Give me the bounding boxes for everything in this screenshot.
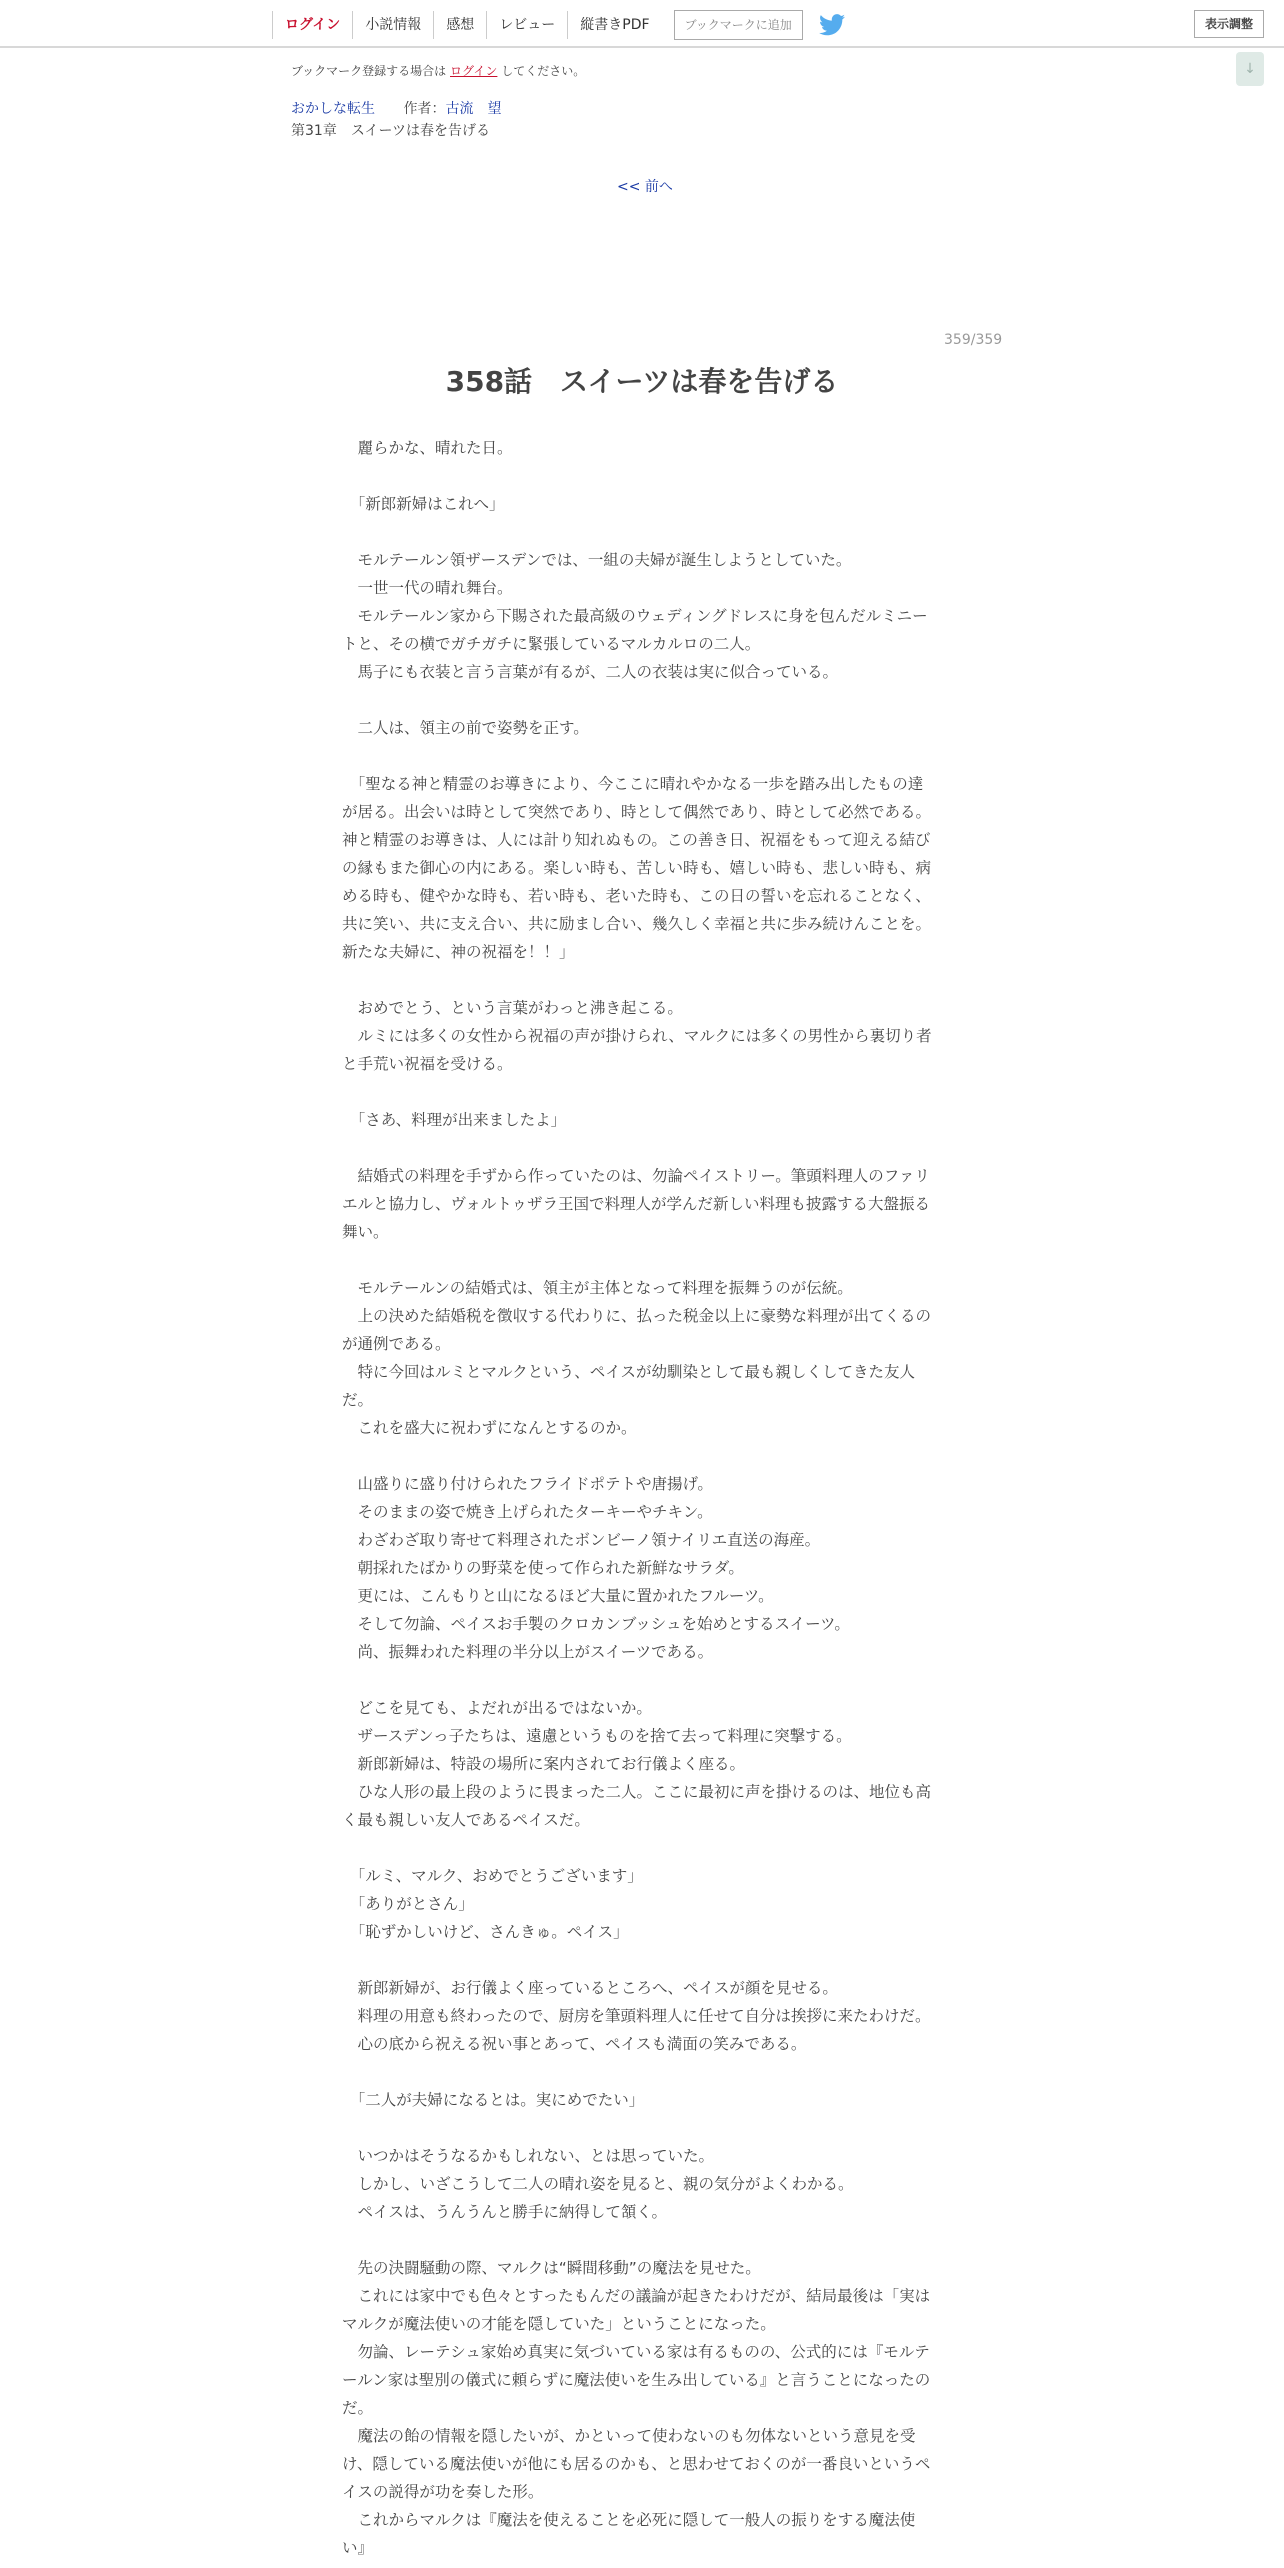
blank-line bbox=[342, 1946, 938, 1974]
story-paragraph: 一世一代の晴れ舞台。 bbox=[342, 579, 513, 597]
story-paragraph: 心の底から祝える祝い事とあって、ペイスも満面の笑みである。 bbox=[342, 2035, 807, 2053]
story-paragraph: どこを見ても、よだれが出るではないか。 bbox=[342, 1699, 652, 1717]
story-paragraph: ザースデンっ子たちは、遠慮というものを捨て去って料理に突撃する。 bbox=[342, 1727, 852, 1745]
story-paragraph: モルテールンの結婚式は、領主が主体となって料理を振舞うのが伝統。 bbox=[342, 1279, 853, 1297]
blank-line bbox=[342, 966, 938, 994]
display-settings-button[interactable]: 表示調整 bbox=[1194, 10, 1264, 38]
story-paragraph: 勿論、レーテシュ家始め真実に気づいている家は有るものの、公式的には『モルテールン家は聖別の儀式に頼らずに魔法使いを生み出している』と言うことになったのだ。 bbox=[342, 2343, 931, 2417]
novel-title-link[interactable]: おかしな転生 bbox=[291, 101, 375, 117]
impressions-link[interactable]: 感想 bbox=[433, 11, 486, 39]
notice-text-after: してください。 bbox=[501, 64, 586, 78]
author-link[interactable]: 古流 望 bbox=[445, 101, 502, 117]
previous-page-link[interactable]: << 前へ bbox=[617, 179, 673, 195]
story-paragraph: 「ありがとさん」 bbox=[342, 1895, 474, 1913]
story-paragraph: 先の決闘騒動の際、マルクは“瞬間移動”の魔法を見せた。 bbox=[342, 2259, 761, 2277]
story-paragraph: わざわざ取り寄せて料理されたボンビーノ領ナイリエ直送の海産。 bbox=[342, 1531, 821, 1549]
story-paragraph: 更には、こんもりと山になるほど大量に置かれたフルーツ。 bbox=[342, 1587, 774, 1605]
story-paragraph: そして勿論、ペイスお手製のクロカンブッシュを始めとするスイーツ。 bbox=[342, 1615, 850, 1633]
vertical-pdf-link[interactable]: 縦書きPDF bbox=[567, 11, 661, 39]
story-paragraph: 「ルミ、マルク、おめでとうございます」 bbox=[342, 1867, 643, 1885]
story-paragraph: いつかはそうなるかもしれない、とは思っていた。 bbox=[342, 2147, 715, 2165]
story-paragraph: 上の決めた結婚税を徴収する代わりに、払った税金以上に豪勢な料理が出てくるのが通例である。 bbox=[342, 1307, 932, 1353]
login-link[interactable]: ログイン bbox=[272, 11, 352, 39]
story-paragraph: 朝採れたばかりの野菜を使って作られた新鮮なサラダ。 bbox=[342, 1559, 744, 1577]
page-counter: 359/359 bbox=[944, 332, 1003, 348]
story-paragraph: ひな人形の最上段のように畏まった二人。ここに最初に声を掛けるのは、地位も高く最も親しい友人であるペイスだ。 bbox=[342, 1783, 932, 1829]
story-paragraph: おめでとう、という言葉がわっと沸き起こる。 bbox=[342, 999, 683, 1017]
author-label: 作者： bbox=[403, 101, 446, 117]
story-paragraph: 馬子にも衣装と言う言葉が有るが、二人の衣装は実に似合っている。 bbox=[342, 663, 839, 681]
story-paragraph: モルテールン領ザースデンでは、一組の夫婦が誕生しようとしていた。 bbox=[342, 551, 852, 569]
story-paragraph: 「さあ、料理が出来ましたよ」 bbox=[342, 1111, 567, 1129]
review-link[interactable]: レビュー bbox=[486, 11, 567, 39]
story-paragraph: 「二人が夫婦になるとは。実にめでたい」 bbox=[342, 2091, 645, 2109]
blank-line bbox=[342, 2058, 938, 2086]
bookmark-login-notice bbox=[291, 62, 585, 79]
episode-title: 358話 スイーツは春を告げる bbox=[445, 365, 839, 398]
blank-line bbox=[342, 2114, 938, 2142]
story-paragraph: これからマルクは『魔法を使えることを必死に隠して一般人の振りをする魔法使い』 bbox=[342, 2511, 916, 2557]
story-paragraph: ペイスは、うんうんと勝手に納得して頷く。 bbox=[342, 2203, 668, 2221]
story-body bbox=[342, 434, 938, 2562]
story-paragraph: 「恥ずかしいけど、さんきゅ。ペイス」 bbox=[342, 1923, 629, 1941]
story-paragraph: 「聖なる神と精霊のお導きにより、今ここに晴れやかなる一歩を踏み出したもの達が居る。出会いは時として突然であり、時として偶然であり、時として必然である。神と精霊のお導きは、人には計り知れぬもの。この善き日、祝福をもって迎える結びの縁もまた御心の内にある。楽しい時も、苦しい時も、嬉しい時も、悲しい時も、病める時も、健やかな時も、若い時も、老いた時も、この日の誓いを忘れることなく、共に笑い、共に支え合い、共に励まし合い、幾久しく幸福と共に歩み続けんことを。新たな夫婦に、神の祝福を！！」 bbox=[342, 775, 932, 961]
story-paragraph: 特に今回はルミとマルクという、ペイスが幼馴染として最も親しくしてきた友人だ。 bbox=[342, 1363, 916, 1409]
blank-line bbox=[342, 742, 938, 770]
story-paragraph: これを盛大に祝わずになんとするのか。 bbox=[342, 1419, 637, 1437]
blank-line bbox=[342, 1078, 938, 1106]
chapter-title: 第31章 スイーツは春を告げる bbox=[291, 123, 490, 139]
blank-line bbox=[342, 462, 938, 490]
notice-text-before: ブックマーク登録する場合は bbox=[291, 64, 447, 78]
story-paragraph: 「新郎新婦はこれへ」 bbox=[342, 495, 505, 513]
story-paragraph: 山盛りに盛り付けられたフライドポテトや唐揚げ。 bbox=[342, 1475, 713, 1493]
blank-line bbox=[342, 518, 938, 546]
story-paragraph: 新郎新婦が、お行儀よく座っているところへ、ペイスが顔を見せる。 bbox=[342, 1979, 838, 1997]
story-paragraph: これには家中でも色々とすったもんだの議論が起きたわけだが、結局最後は「実はマルクが魔法使いの才能を隠していた」ということになった。 bbox=[342, 2287, 931, 2333]
blank-line bbox=[342, 686, 938, 714]
add-bookmark-button[interactable]: ブックマークに追加 bbox=[674, 10, 803, 40]
novel-info-link[interactable]: 小説情報 bbox=[352, 11, 433, 39]
story-paragraph: 尚、振舞われた料理の半分以上がスイーツである。 bbox=[342, 1643, 714, 1661]
blank-line bbox=[342, 1442, 938, 1470]
blank-line bbox=[342, 2226, 938, 2254]
novel-meta bbox=[291, 98, 501, 118]
story-paragraph: しかし、いざこうして二人の晴れ姿を見ると、親の気分がよくわかる。 bbox=[342, 2175, 854, 2193]
story-paragraph: 麗らかな、晴れた日。 bbox=[342, 439, 513, 457]
top-navigation-bar bbox=[0, 0, 1284, 48]
blank-line bbox=[342, 1134, 938, 1162]
notice-login-link[interactable]: ログイン bbox=[450, 64, 498, 78]
story-paragraph: モルテールン家から下賜された最高級のウェディングドレスに身を包んだルミニートと、その横でガチガチに緊張しているマルカルロの二人。 bbox=[342, 607, 928, 653]
story-paragraph: ルミには多くの女性から祝福の声が掛けられ、マルクには多くの男性から裏切り者と手荒い祝福を受ける。 bbox=[342, 1027, 932, 1073]
story-paragraph: 二人は、領主の前で姿勢を正す。 bbox=[342, 719, 589, 737]
blank-line bbox=[342, 1666, 938, 1694]
story-paragraph: 魔法の飴の情報を隠したいが、かといって使わないのも勿体ないという意見を受け、隠している魔法使いが他にも居るのかも、と思わせておくのが一番良いというペイスの説得が功を奏した形。 bbox=[342, 2427, 931, 2501]
story-paragraph: 結婚式の料理を手ずから作っていたのは、勿論ペイストリー。筆頭料理人のファリエルと協力し、ヴォルトゥザラ王国で料理人が学んだ新しい料理も披露する大盤振る舞い。 bbox=[342, 1167, 930, 1241]
main-nav bbox=[272, 10, 845, 40]
blank-line bbox=[342, 1246, 938, 1274]
story-paragraph: そのままの姿で焼き上げられたターキーやチキン。 bbox=[342, 1503, 713, 1521]
story-paragraph: 新郎新婦は、特設の場所に案内されてお行儀よく座る。 bbox=[342, 1755, 746, 1773]
story-paragraph: 料理の用意も終わったので、厨房を筆頭料理人に任せて自分は挨拶に来たわけだ。 bbox=[342, 2007, 931, 2025]
scroll-down-icon[interactable]: ↓ bbox=[1236, 52, 1264, 86]
blank-line bbox=[342, 1834, 938, 1862]
twitter-icon[interactable] bbox=[819, 14, 845, 36]
